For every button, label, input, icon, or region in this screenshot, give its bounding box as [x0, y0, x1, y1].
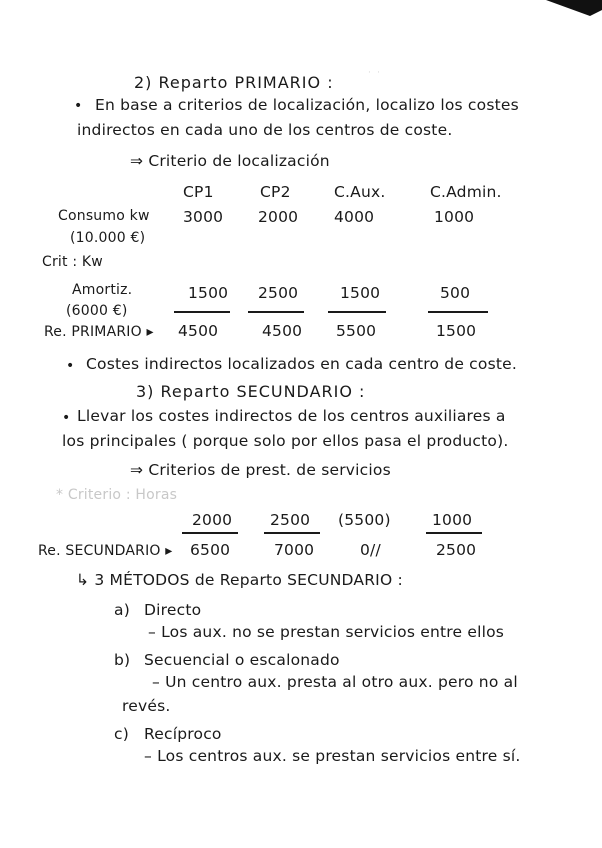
- method-c-title: Recíproco: [144, 725, 222, 743]
- dist-cp2: 2500: [270, 511, 311, 529]
- primario-text-line1: En base a criterios de localización, localizo los costes: [95, 96, 519, 114]
- method-a-title: Directo: [144, 601, 202, 619]
- amortiz-c-aux: 1500: [340, 284, 381, 302]
- primario-cp2: 4500: [262, 322, 303, 340]
- method-c-label: c): [114, 725, 129, 743]
- consumo-c-admin: 1000: [434, 208, 475, 226]
- sum-line-cp1: [174, 311, 230, 313]
- ghost-criterio-horas: * Criterio : Horas: [56, 487, 178, 503]
- amortiz-c-admin: 500: [440, 284, 471, 302]
- dist-c-admin: 1000: [432, 511, 473, 529]
- dist-cp1: 2000: [192, 511, 233, 529]
- secundario-cp1: 6500: [190, 541, 231, 559]
- secundario-c-aux: 0//: [360, 541, 381, 559]
- dist-c-aux: (5500): [338, 511, 391, 529]
- primario-c-admin: 1500: [436, 322, 477, 340]
- method-a-desc: – Los aux. no se prestan servicios entre ellos: [148, 623, 505, 641]
- primario-cp1: 4500: [178, 322, 219, 340]
- method-b-label: b): [114, 651, 131, 669]
- sum-line-cp2: [264, 532, 320, 534]
- consumo-cp2: 2000: [258, 208, 299, 226]
- header-cp1: CP1: [183, 183, 214, 201]
- method-b-title: Secuencial o escalonado: [144, 651, 340, 669]
- consumo-c-aux: 4000: [334, 208, 375, 226]
- criterios-prestacion: ⇒ Criterios de prest. de servicios: [130, 461, 391, 479]
- consumo-cp1: 3000: [183, 208, 224, 226]
- secundario-text-line2: los principales ( porque solo por ellos pasa el producto).: [62, 432, 509, 450]
- method-a-label: a): [114, 601, 130, 619]
- sum-line-c-admin: [428, 311, 488, 313]
- section-heading-secundario: 3) Reparto SECUNDARIO :: [136, 382, 366, 401]
- sum-line-cp2: [248, 311, 304, 313]
- primario-c-aux: 5500: [336, 322, 377, 340]
- amortiz-cp2: 2500: [258, 284, 299, 302]
- amortiz-total: (6000 €): [66, 303, 128, 319]
- bullet: •: [74, 98, 83, 114]
- secundario-c-admin: 2500: [436, 541, 477, 559]
- crit-kw: Crit : Kw: [42, 254, 103, 270]
- method-b-desc-line1: – Un centro aux. presta al otro aux. pero no al: [152, 673, 518, 691]
- consumo-label: Consumo kw: [58, 208, 150, 224]
- secundario-cp2: 7000: [274, 541, 315, 559]
- secundario-label: Re. SECUNDARIO ▸: [38, 543, 173, 559]
- header-c-admin: C.Admin.: [430, 183, 502, 201]
- stray-mark: · ·: [368, 68, 381, 78]
- primario-text-line2: indirectos en cada uno de los centros de coste.: [77, 121, 453, 139]
- method-b-desc-line2: revés.: [122, 697, 171, 715]
- criterio-localizacion: ⇒ Criterio de localización: [130, 152, 330, 170]
- primario-label: Re. PRIMARIO ▸: [44, 324, 154, 340]
- header-c-aux: C.Aux.: [334, 183, 386, 201]
- sum-line-c-aux: [328, 311, 386, 313]
- amortiz-label: Amortiz.: [72, 282, 133, 298]
- method-c-desc: – Los centros aux. se prestan servicios entre sí.: [144, 747, 521, 765]
- page-corner-mark: [532, 0, 602, 18]
- header-cp2: CP2: [260, 183, 291, 201]
- bullet: •: [62, 410, 71, 426]
- amortiz-cp1: 1500: [188, 284, 229, 302]
- secundario-text-line1: Llevar los costes indirectos de los centros auxiliares a: [77, 407, 506, 425]
- sum-line-c-admin: [426, 532, 482, 534]
- methods-heading: ↳ 3 MÉTODOS de Reparto SECUNDARIO :: [76, 571, 403, 589]
- section-heading-primario: 2) Reparto PRIMARIO :: [134, 73, 334, 92]
- costes-localizados-note: Costes indirectos localizados en cada centro de coste.: [86, 355, 518, 373]
- bullet: •: [66, 358, 75, 374]
- consumo-total: (10.000 €): [70, 230, 146, 246]
- sum-line-cp1: [182, 532, 238, 534]
